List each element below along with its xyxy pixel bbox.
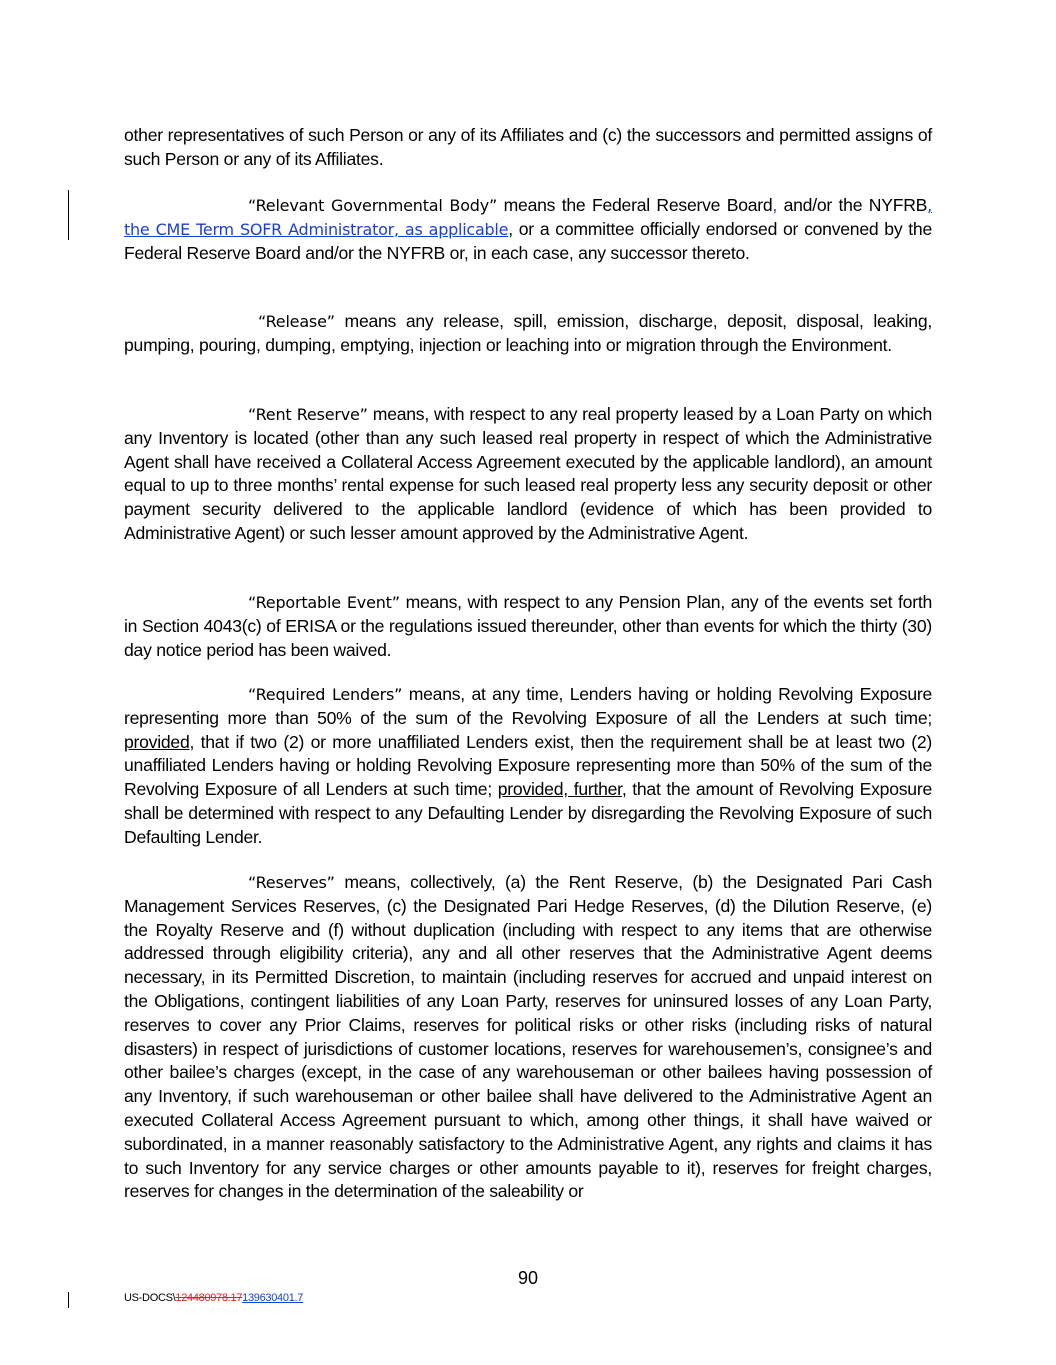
defined-term: “Rent Reserve” (248, 405, 368, 424)
continuation-text: other representatives of such Person or any of its Affiliates and (c) the successors and permitted assigns of such Person or any of its Affiliates. (124, 125, 932, 169)
definition-text: and/or the NYFRB (777, 195, 928, 215)
provided-further-term: provided, further (497, 779, 622, 800)
definition-text: means, collectively, (a) the Rent Reserve, (b) the Designated Pari Cash Management Services Reserves, (c) the Designated Pari Hedge Reserves, (d) the Dilution Reserve, (e) the Royalty Reserve and (f) without duplication (including with respect to any items that are otherwise addressed through eligibility criteria), any and all other reserves that the Administrative Agent deems necessary, in its Permitted Discretion, to maintain (including reserves for accrued and unpaid interest on the Obligations, contingent liabilities of any Loan Party, reserves for uninsured losses of any Loan Party, reserves to cover any Prior Claims, reserves for political risks or other risks (including risks of natural disasters) in respect of jurisdictions of customer locations, reserves for warehousemen’s, consignee’s and other bailee’s charges (except, in the case of any warehouseman or other bailees having possession of any Inventory, if such warehouseman or other bailee shall have delivered to the Administrative Agent an executed Collateral Access Agreement pursuant to which, among other things, it shall have waived or subordinated, in a manner reasonably satisfactory to the Administrative Agent, any rights and claims it has to such Inventory for any service charges or other amounts payable to it), reserves for freight charges, reserves for changes in the determination of the saleability or (124, 872, 932, 1202)
definition-text: means any release, spill, emission, discharge, deposit, disposal, leaking, pumping, pouring, dumping, emptying, injection or leaching into or migration through the Environment. (124, 311, 932, 355)
doc-id-inserted: 139630401.7 (242, 1292, 304, 1304)
defined-term: “Reserves” (248, 873, 335, 892)
definition-text: , that if two (2) or more unaffiliated Lenders exist, then the requirement shall be at least two (2) unaffiliated Lenders having or holding Revolving Exposure representing more than 50% of the sum of the Revolving Exposure of all Lenders at such time; (124, 731, 932, 800)
definition-text: , or a committee officially endorsed or convened by the Federal Reserve Board and/or the NYFRB or, in each case, any successor thereto. (124, 218, 932, 263)
footer-document-id (124, 1292, 303, 1304)
definition-reserves (124, 871, 932, 1204)
doc-id-deleted: 124480978.17 (175, 1292, 243, 1304)
definition-required-lenders (124, 683, 932, 850)
definition-rent-reserve (124, 403, 932, 546)
inserted-text: , the CME Term SOFR Administrator, as applicable (124, 196, 932, 239)
revision-change-bar (68, 190, 69, 240)
definition-reportable-event (124, 591, 932, 662)
provided-term: provided (124, 731, 190, 752)
definition-text: means the Federal Reserve Board (497, 195, 773, 215)
defined-term: “Release” (258, 312, 335, 331)
page-number: 90 (517, 1268, 539, 1288)
inserted-text: , (772, 195, 778, 215)
doc-id-prefix: US-DOCS\ (124, 1292, 176, 1304)
definition-release (124, 310, 932, 358)
defined-term: “Required Lenders” (248, 685, 403, 704)
defined-term: “Relevant Governmental Body” (248, 196, 498, 215)
defined-term: “Reportable Event” (248, 593, 400, 612)
definition-text: , that the amount of Revolving Exposure shall be determined with respect to any Defaulting Lender by disregarding the Revolving Exposure of such Defaulting Lender. (124, 779, 932, 847)
footer-change-bar (68, 1292, 69, 1308)
definition-relevant-governmental-body (124, 194, 932, 265)
definition-text: means, with respect to any real property leased by a Loan Party on which any Inventory is located (other than any such leased real property in respect of which the Administrative Agent shall have received a Collateral Access Agreement executed by the applicable landlord), an amount equal to up to three months’ rental expense for such leased real property less any security deposit or other payment security delivered to the applicable landlord (evidence of which has been provided to Administrative Agent) or such lesser amount approved by the Administrative Agent. (124, 404, 933, 543)
definition-text: means, with respect to any Pension Plan, any of the events set forth in Section 4043(c) of ERISA or the regulations issued thereunder, other than events for which the thirty (30) day notice period has been waived. (124, 592, 932, 660)
paragraph-continuation (124, 124, 932, 172)
definition-text: means, at any time, Lenders having or holding Revolving Exposure representing more than 50% of the sum of the Revolving Exposure of all the Lenders at such time; (124, 684, 932, 728)
